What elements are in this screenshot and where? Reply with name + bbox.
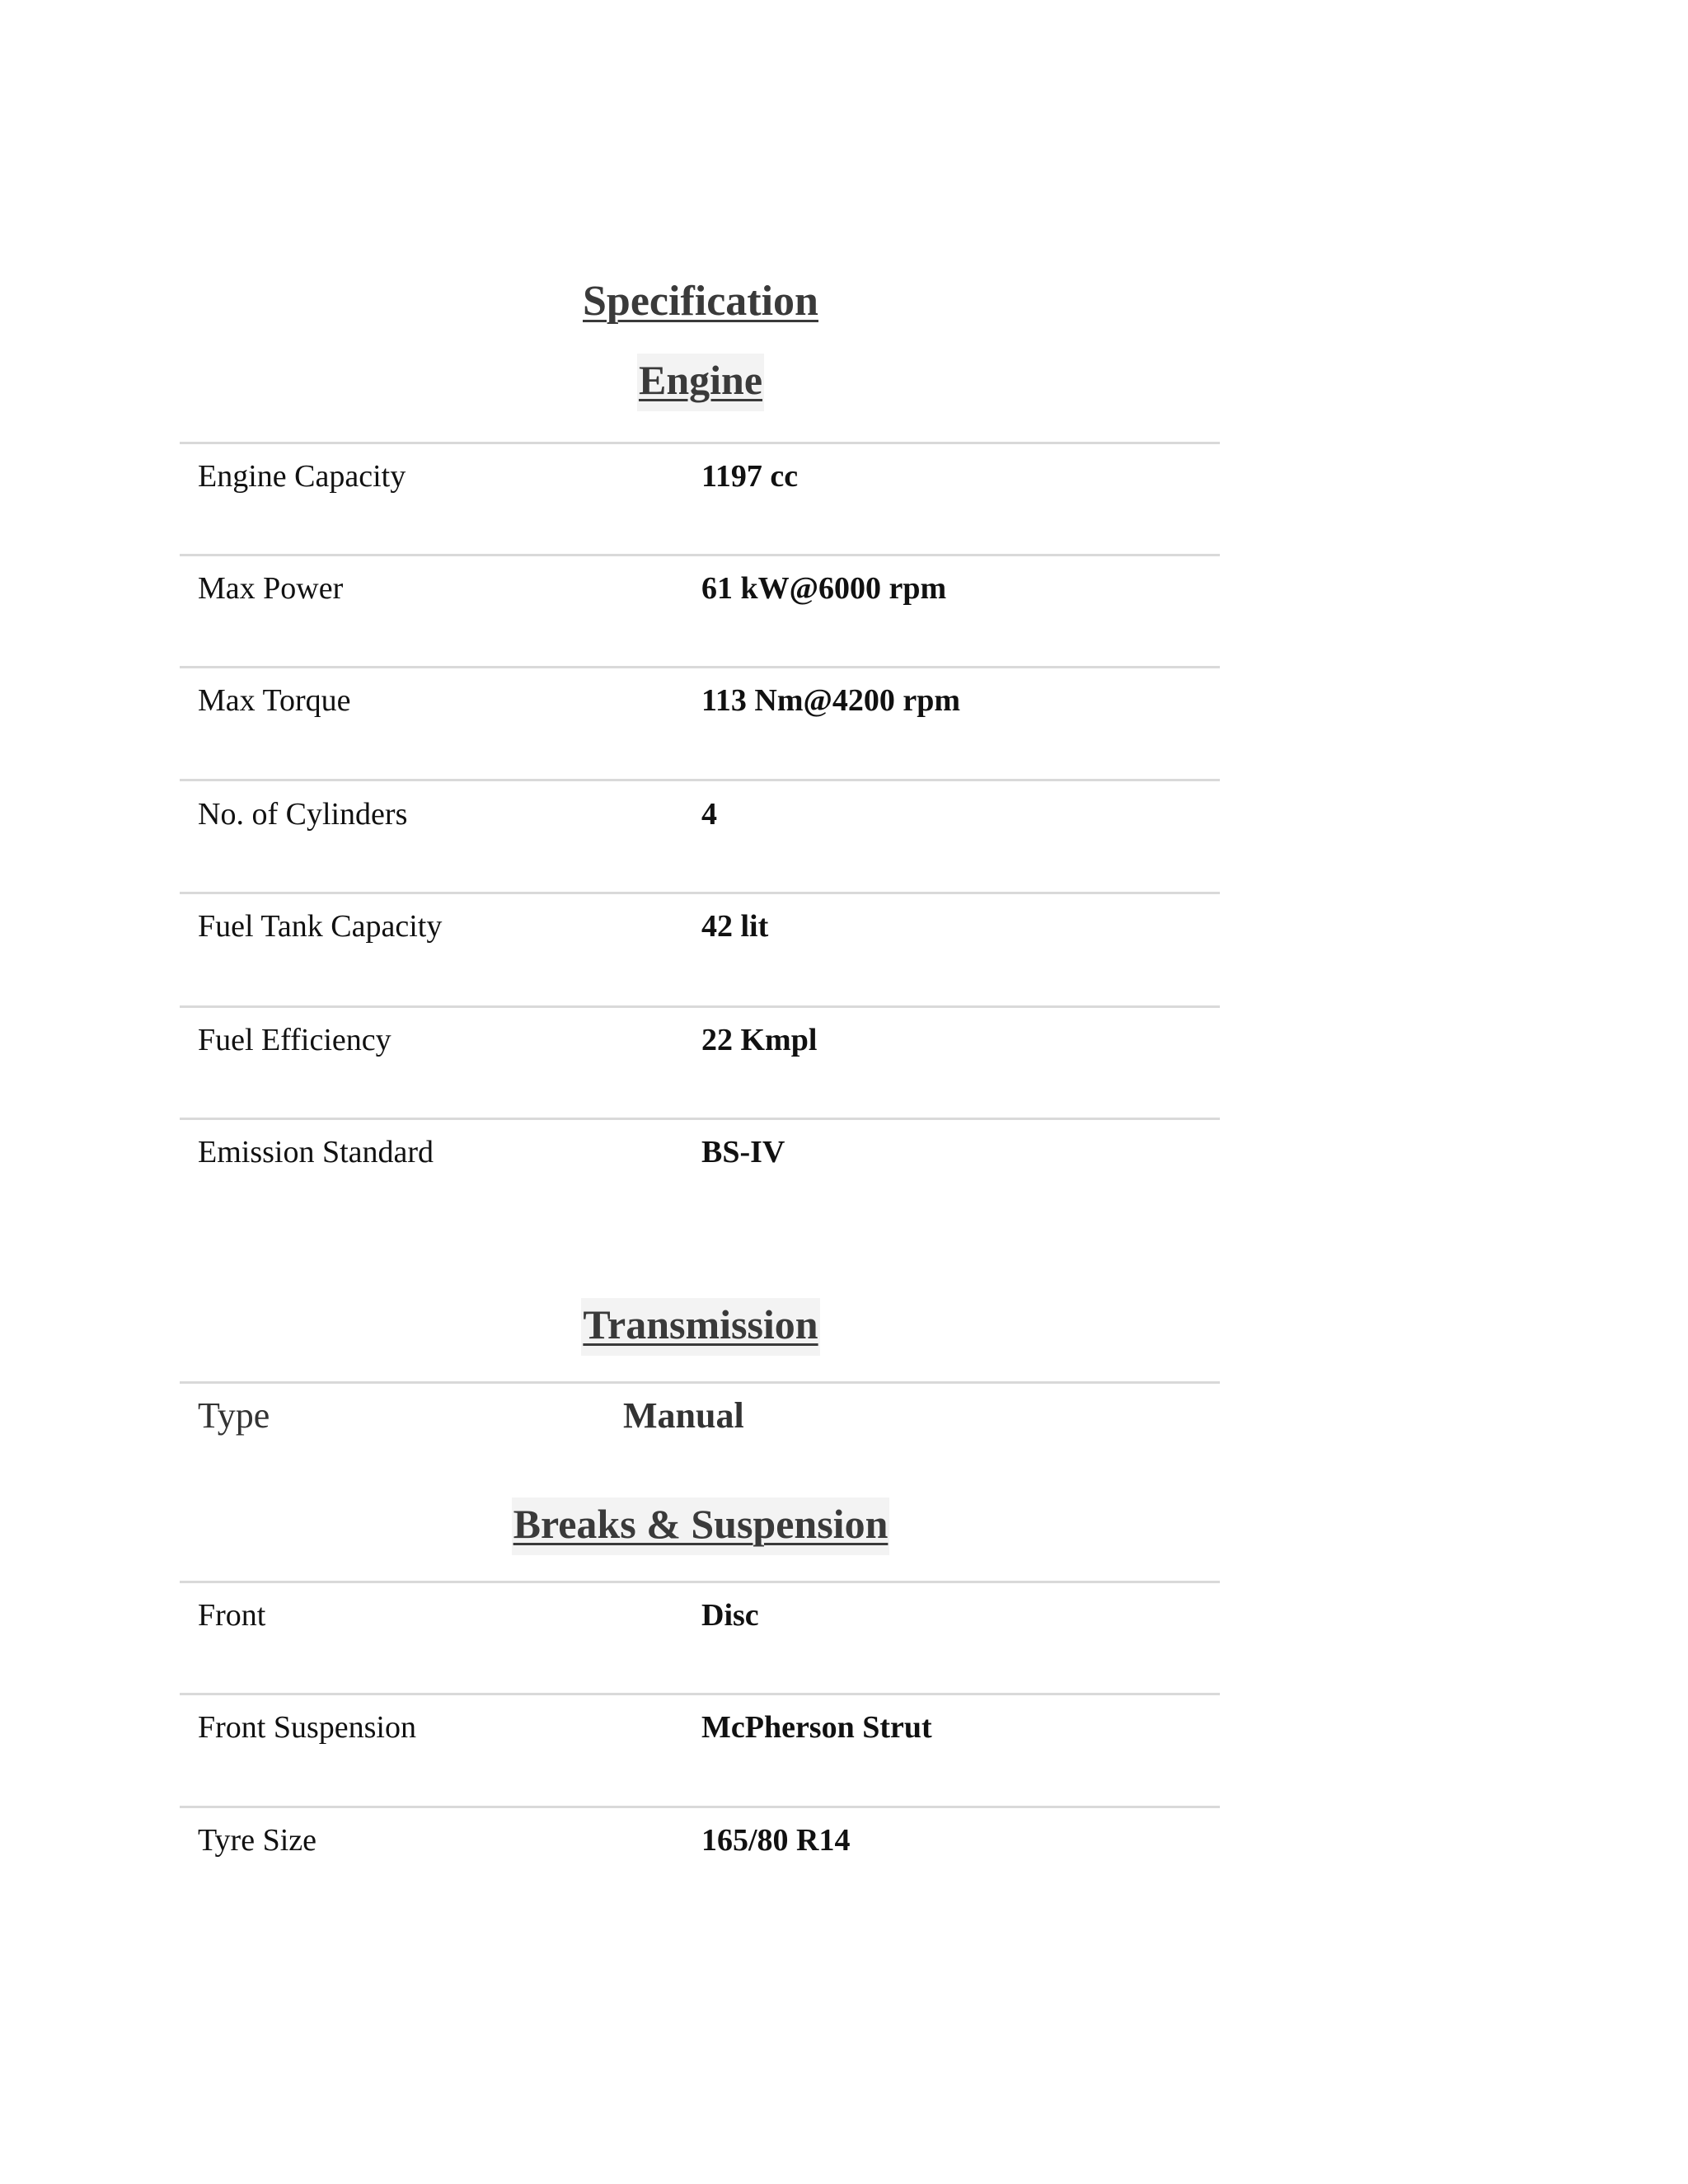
spec-row-front-brake: [180, 1597, 1220, 1647]
spec-row-cylinders: [180, 796, 1220, 846]
spec-row-max-power: [180, 570, 1220, 620]
section-heading-engine: [181, 356, 1220, 404]
spec-value: BS-IV: [701, 1135, 785, 1169]
spec-label: Max Torque: [198, 683, 351, 718]
spec-label: Emission Standard: [198, 1135, 434, 1169]
spec-value: 61 kW@6000 rpm: [701, 571, 947, 606]
spec-label: Fuel Efficiency: [198, 1023, 392, 1057]
table-divider: [180, 779, 1220, 781]
spec-value: 4: [701, 797, 717, 832]
table-divider: [180, 1693, 1220, 1695]
section-heading-brakes-suspension-text: Breaks & Suspension: [512, 1497, 890, 1555]
spec-row-max-torque: [180, 682, 1220, 732]
spec-label: Max Power: [198, 571, 344, 606]
table-divider: [180, 1806, 1220, 1808]
spec-label: Fuel Tank Capacity: [198, 909, 443, 944]
spec-label: Type: [198, 1395, 270, 1436]
spec-value: Manual: [623, 1395, 744, 1436]
spec-label: Front: [198, 1598, 266, 1633]
table-divider: [180, 666, 1220, 668]
table-divider: [180, 1005, 1220, 1008]
spec-row-fuel-efficiency: [180, 1022, 1220, 1071]
table-divider: [180, 442, 1220, 444]
spec-label: Engine Capacity: [198, 459, 406, 494]
spec-value: 1197 cc: [701, 459, 799, 494]
spec-label: Tyre Size: [198, 1823, 317, 1858]
table-divider: [180, 1118, 1220, 1120]
spec-row-engine-capacity: [180, 458, 1220, 508]
spec-value: 165/80 R14: [701, 1823, 851, 1858]
spec-value: Disc: [701, 1598, 759, 1633]
spec-row-fuel-tank: [180, 908, 1220, 958]
section-heading-engine-text: Engine: [637, 354, 764, 411]
table-divider: [180, 1581, 1220, 1583]
spec-row-emission: [180, 1134, 1220, 1183]
section-heading-brakes-suspension: [181, 1500, 1220, 1548]
spec-row-front-suspension: [180, 1709, 1220, 1759]
spec-value: 22 Kmpl: [701, 1023, 818, 1057]
table-divider: [180, 554, 1220, 556]
page-title-text: Specification: [583, 278, 818, 325]
spec-value: 113 Nm@4200 rpm: [701, 683, 961, 718]
table-divider: [180, 892, 1220, 894]
spec-value: McPherson Strut: [701, 1710, 932, 1745]
page-title: [181, 277, 1220, 326]
spec-value: 42 lit: [701, 909, 769, 944]
spec-row-transmission-type: [180, 1395, 1220, 1447]
table-divider: [180, 1381, 1220, 1384]
section-heading-transmission: [181, 1301, 1220, 1348]
spec-row-tyre-size: [180, 1822, 1220, 1872]
spec-label: No. of Cylinders: [198, 797, 408, 832]
section-heading-transmission-text: Transmission: [581, 1298, 819, 1356]
spec-label: Front Suspension: [198, 1710, 416, 1745]
